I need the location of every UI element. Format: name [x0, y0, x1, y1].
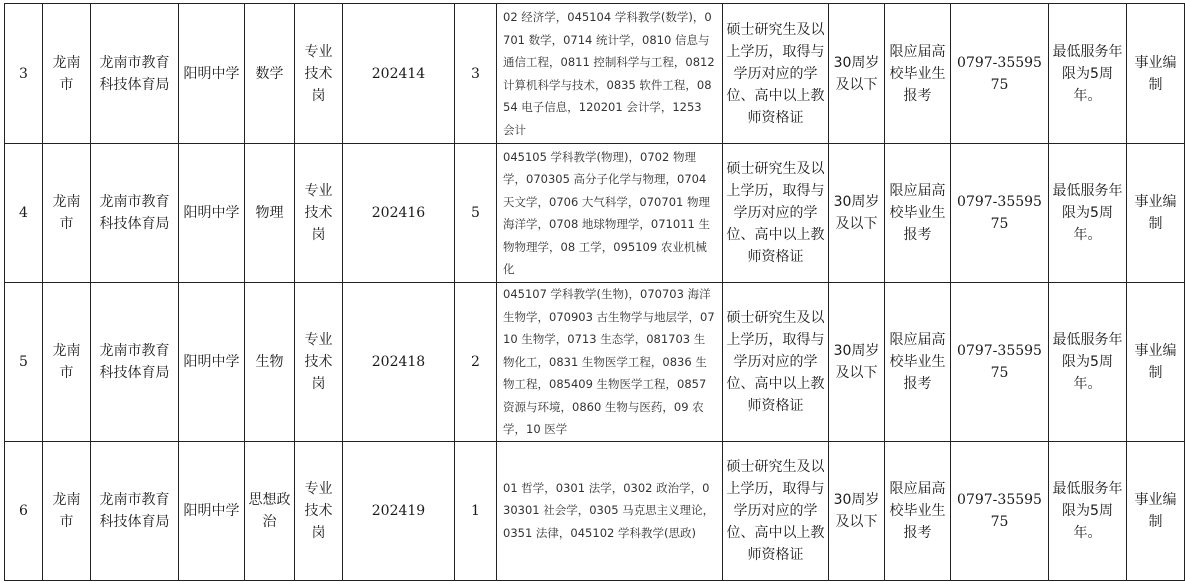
service-cell: 最低服务年限为5周年。	[1049, 283, 1127, 442]
school-cell: 阳明中学	[179, 4, 245, 144]
post-type-cell: 专业技术岗	[295, 144, 343, 283]
row-index: 5	[5, 283, 43, 442]
city-cell: 龙南市	[43, 441, 91, 580]
post-code-cell: 202414	[343, 4, 455, 144]
staffing-cell: 事业编制	[1127, 4, 1185, 144]
education-cell: 硕士研究生及以上学历，取得与学历对应的学位、高中以上教师资格证	[723, 283, 829, 442]
scope-cell: 限应届高校毕业生报考	[885, 441, 951, 580]
school-cell: 阳明中学	[179, 441, 245, 580]
row-index: 4	[5, 144, 43, 283]
phone-cell: 0797-3559575	[951, 441, 1049, 580]
subject-cell: 思想政治	[245, 441, 295, 580]
department-cell: 龙南市教育科技体育局	[91, 441, 179, 580]
table-row	[5, 4, 1185, 144]
hiring-count-cell: 2	[455, 283, 497, 442]
majors-cell: 01 哲学，0301 法学，0302 政治学，030301 社会学，0305 马克思主义理论，0351 法律，045102 学科教学(思政)	[497, 441, 723, 580]
row-index: 6	[5, 441, 43, 580]
staffing-cell: 事业编制	[1127, 144, 1185, 283]
subject-cell: 数学	[245, 4, 295, 144]
scope-cell: 限应届高校毕业生报考	[885, 283, 951, 442]
subject-cell: 生物	[245, 283, 295, 442]
post-type-cell: 专业技术岗	[295, 4, 343, 144]
post-code-cell: 202418	[343, 283, 455, 442]
table-row	[5, 441, 1185, 580]
table-row	[5, 144, 1185, 283]
department-cell: 龙南市教育科技体育局	[91, 4, 179, 144]
majors-cell: 02 经济学，045104 学科教学(数学)，0701 数学，0714 统计学，0810 信息与通信工程，0811 控制科学与工程，0812 计算机科学与技术，0835 软件工程，0854 电子信息，120201 会计学，1253 会计	[497, 4, 723, 144]
hiring-count-cell: 5	[455, 144, 497, 283]
staffing-cell: 事业编制	[1127, 283, 1185, 442]
service-cell: 最低服务年限为5周年。	[1049, 441, 1127, 580]
city-cell: 龙南市	[43, 283, 91, 442]
post-code-cell: 202419	[343, 441, 455, 580]
education-cell: 硕士研究生及以上学历，取得与学历对应的学位、高中以上教师资格证	[723, 441, 829, 580]
majors-cell: 045107 学科教学(生物)，070703 海洋生物学，070903 古生物学与地层学，0710 生物学，0713 生态学，081703 生物化工，0831 生物医学工程，0836 生物工程，085409 生物医学工程，0857 资源与环境，0860 生物与医药，09 农学，10 医学	[497, 283, 723, 442]
post-type-cell: 专业技术岗	[295, 441, 343, 580]
city-cell: 龙南市	[43, 4, 91, 144]
phone-cell: 0797-3559575	[951, 283, 1049, 442]
post-type-cell: 专业技术岗	[295, 283, 343, 442]
age-cell: 30周岁及以下	[829, 4, 885, 144]
age-cell: 30周岁及以下	[829, 144, 885, 283]
service-cell: 最低服务年限为5周年。	[1049, 4, 1127, 144]
majors-cell: 045105 学科教学(物理)，0702 物理学，070305 高分子化学与物理，0704 天文学，0706 大气科学，070701 物理海洋学，0708 地球物理学，071011 生物物理学，08 工学，095109 农业机械化	[497, 144, 723, 283]
post-code-cell: 202416	[343, 144, 455, 283]
department-cell: 龙南市教育科技体育局	[91, 144, 179, 283]
table-row	[5, 283, 1185, 442]
department-cell: 龙南市教育科技体育局	[91, 283, 179, 442]
education-cell: 硕士研究生及以上学历，取得与学历对应的学位、高中以上教师资格证	[723, 4, 829, 144]
service-cell: 最低服务年限为5周年。	[1049, 144, 1127, 283]
age-cell: 30周岁及以下	[829, 283, 885, 442]
school-cell: 阳明中学	[179, 283, 245, 442]
phone-cell: 0797-3559575	[951, 4, 1049, 144]
scope-cell: 限应届高校毕业生报考	[885, 4, 951, 144]
subject-cell: 物理	[245, 144, 295, 283]
staffing-cell: 事业编制	[1127, 441, 1185, 580]
school-cell: 阳明中学	[179, 144, 245, 283]
city-cell: 龙南市	[43, 144, 91, 283]
row-index: 3	[5, 4, 43, 144]
recruitment-table	[4, 3, 1185, 581]
education-cell: 硕士研究生及以上学历，取得与学历对应的学位、高中以上教师资格证	[723, 144, 829, 283]
phone-cell: 0797-3559575	[951, 144, 1049, 283]
hiring-count-cell: 1	[455, 441, 497, 580]
scope-cell: 限应届高校毕业生报考	[885, 144, 951, 283]
age-cell: 30周岁及以下	[829, 441, 885, 580]
hiring-count-cell: 3	[455, 4, 497, 144]
